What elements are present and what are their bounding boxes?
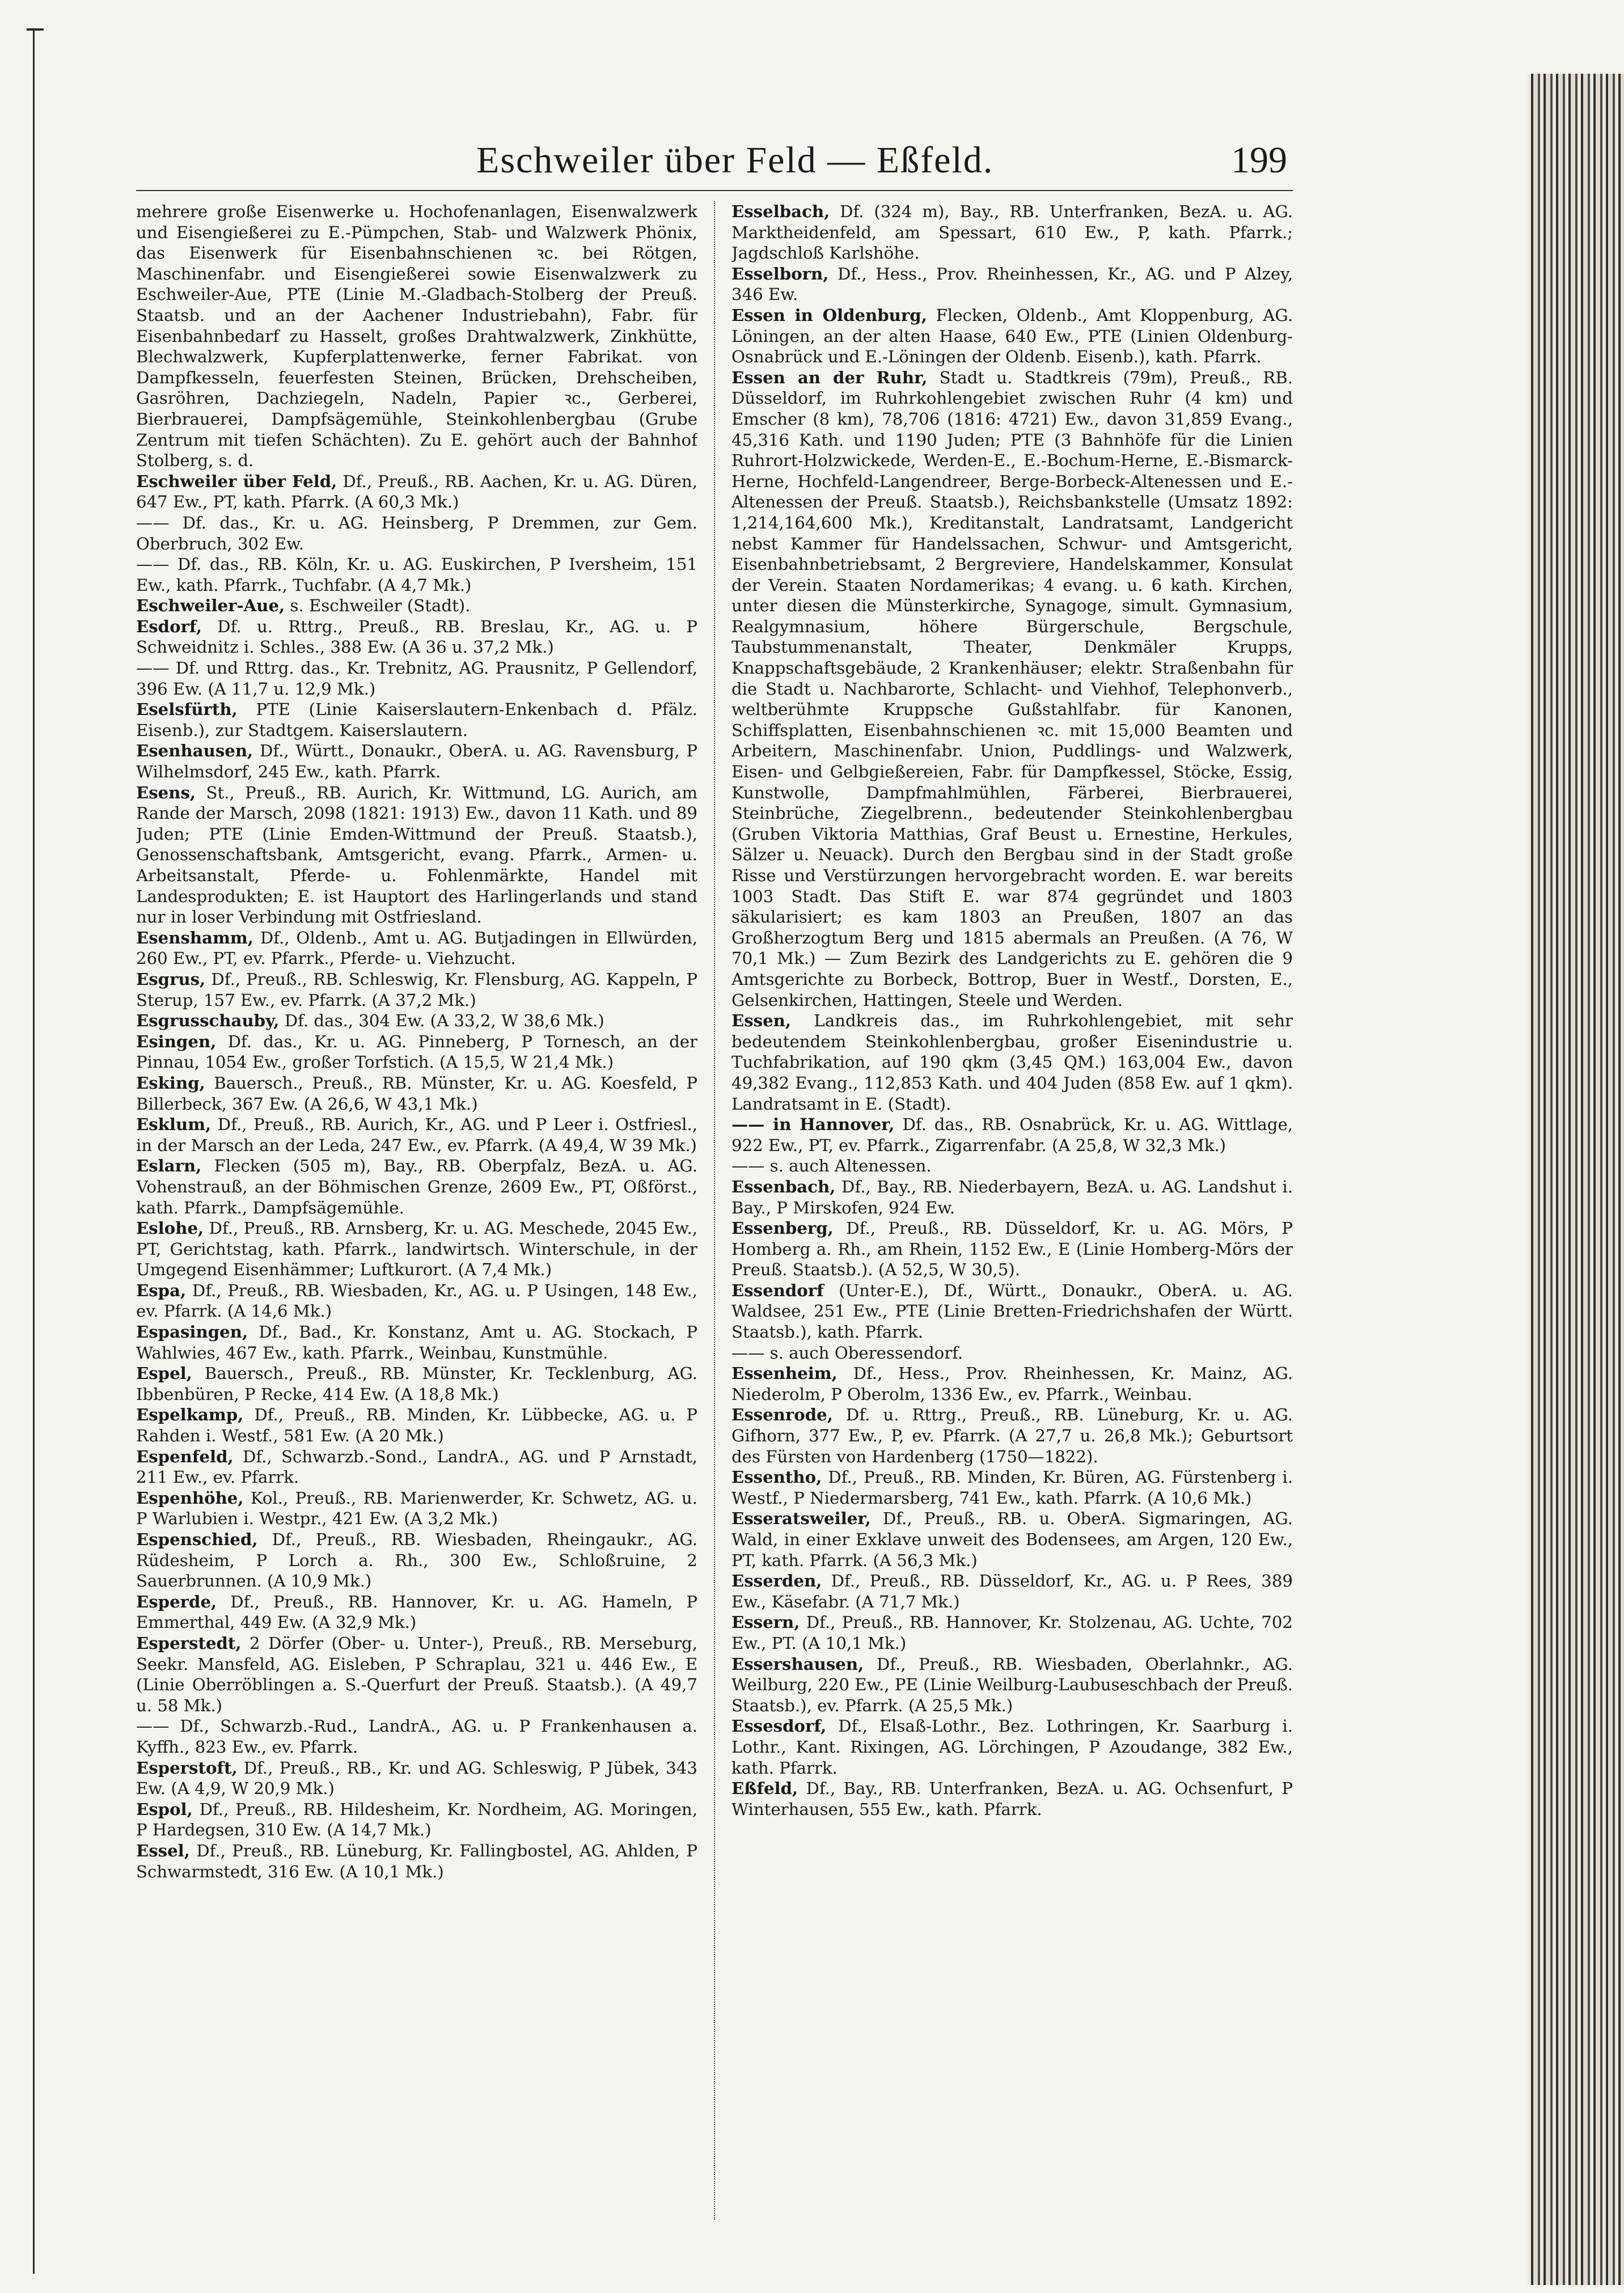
gazetteer-entry — [136, 1488, 697, 1529]
gazetteer-entry — [731, 264, 1293, 305]
entry-text: Df., Schwarzb.-Sond., LandrA., AG. und P Arnstadt, 211 Ew., ev. Pfarrk. — [136, 1446, 697, 1487]
entry-text: —— s. auch Oberessendorf. — [731, 1343, 963, 1363]
entry-text: Df., Preuß., RB. Hannover, Kr. u. AG. Hameln, P Emmerthal, 449 Ew. (A 32,9 Mk.) — [136, 1592, 697, 1632]
entry-headword: Esingen, — [136, 1031, 217, 1051]
entry-headword: Essenberg, — [731, 1219, 834, 1238]
entry-text: Df., Preuß., RB. Arnsberg, Kr. u. AG. Meschede, 2045 Ew., PT, Gerichtstag, kath. Pfarrk., landwirtsch. Winterschule, in der Umgegend Eisenhämmer; Luftkurort. (A 7,4 Mk.) — [136, 1219, 697, 1280]
gazetteer-entry — [136, 1280, 697, 1322]
entry-headword: Esselborn, — [731, 264, 829, 284]
entry-text: Df. das., RB. Osnabrück, Kr. u. AG. Wittlage, 922 Ew., PT, ev. Pfarrk., Zigarrenfabr. (A 25,8, W 32,3 Mk.) — [731, 1115, 1293, 1155]
entry-text: —— Df. das., RB. Köln, Kr. u. AG. Euskirchen, P Iversheim, 151 Ew., kath. Pfarrk., Tuchfabr. (A 4,7 Mk.) — [136, 555, 697, 595]
gazetteer-entry — [136, 471, 697, 513]
entry-headword: Eslarn, — [136, 1156, 202, 1176]
entry-headword: Esgrusschauby, — [136, 1011, 280, 1031]
entry-text: Df., Preuß., RB. u. OberA. Sigmaringen, AG. Wald, in einer Exklave unweit des Bodensees, am Argen, 120 Ew., PT, kath. Pfarrk. (A 56,3 Mk.) — [731, 1509, 1293, 1570]
entry-headword: Essenrode, — [731, 1405, 833, 1425]
entry-text: Df. (324 m), Bay., RB. Unterfranken, BezA. u. AG. Marktheidenfeld, am Spessart, 610 Ew., P, kath. Pfarrk.; Jagdschloß Karlshöhe. — [731, 202, 1293, 263]
entry-text: Stadt u. Stadtkreis (79m), Preuß., RB. Düsseldorf, im Ruhrkohlengebiet zwischen Ruhr (4 km) und Emscher (8 km), 78,706 (1816: 4721) Ew., davon 31,859 Evang., 45,316 Kath. und 1190 Juden; PTE (3 Bahnhöfe für die Linien Ruhrort-Holzwickede, Werden-E., E.-Bochum-Herne, E.-Bismarck-Herne, Hochfeld-Langendreer, Berge-Borbeck-Altenessen und E.-Altenessen der Preuß. Staatsb.), Reichsbankstelle (Umsatz 1892: 1,214,164,600 Mk.), Kreditanstalt, Landratsamt, Landgericht nebst Kammer für Handelssachen, Schwur- und Amtsgericht, Eisenbahnbetriebsamt, 2 Bergreviere, Handelskammer, Konsulat der Verein. Staaten Nordamerikas; 4 evang. u. 6 kath. Kirchen, unter diesen die Münsterkirche, Synagoge, simult. Gymnasium, Realgymnasium, höhere Bürgerschule, Bergschule, Taubstummenanstalt, Theater, Denkmäler Krupps, Knappschaftsgebäude, 2 Krankenhäuser; elektr. Straßenbahn für die Stadt u. Nachbarorte, Schlacht- und Viehhof, Telephonverb., weltberühmte Kruppsche Gußstahlfabr. für Kanonen, Schiffsplatten, Eisenbahnschienen ꝛc. mit 15,000 Beamten und Arbeitern, Maschinenfabr. Union, Puddlings- und Walzwerk, Eisen- und Gelbgießereien, Fabr. für Dampfkessel, Stöcke, Essig, Kunstwolle, Dampfmahlmühlen, Färberei, Bierbrauerei, Steinbrüche, Ziegelbrenn., bedeutender Steinkohlenbergbau (Gruben Viktoria Matthias, Graf Beust u. Ernestine, Herkules, Sälzer u. Neuack). Durch den Bergbau sind in der Stadt große Risse und Verstürzungen hervorgebracht worden. E. war bereits 1003 Stadt. Das Stift E. war 874 gegründet und 1803 säkularisiert; es kam 1803 an Preußen, 1807 an das Großherzogtum Berg und 1815 abermals an Preußen. (A 76, W 70,1 Mk.) — Zum Bezirk des Landgerichts zu E. gehören die 9 Amtsgerichte zu Borbeck, Bottrop, Buer in Westf., Dorsten, E., Gelsenkirchen, Hattingen, Steele und Werden. — [731, 367, 1293, 1010]
entry-headword: Essern, — [731, 1613, 800, 1632]
gazetteer-entry — [731, 1778, 1293, 1820]
entry-text: Df. u. Rttrg., Preuß., RB. Breslau, Kr., AG. u. P Schweidnitz i. Schles., 388 Ew. (A 36 u. 37,2 Mk.) — [136, 616, 697, 657]
gazetteer-entry — [136, 1716, 697, 1757]
running-title: Eschweiler über Feld — Eßfeld. — [476, 139, 994, 181]
entry-headword: Eschweiler-Aue, — [136, 596, 285, 616]
entry-text: mehrere große Eisenwerke u. Hochofenanlagen, Eisenwalzwerk und Eisengießerei zu E.-Pümpchen, Stab- und Walzwerk Phönix, das Eisenwerk für Eisenbahnschienen ꝛc. bei Rötgen, Maschinenfabr. und Eisengießerei sowie Eisenwalzwerk zu Eschweiler-Aue, PTE (Linie M.-Gladbach-Stolberg der Preuß. Staatsb. und an der Aachener Industriebahn), Fabr. für Eisenbahnbedarf zu Hasselt, großes Drahtwalzwerk, Zinkhütte, Blechwalzwerk, Kupferplattenwerke, ferner Fabrikat. von Dampfkesseln, feuerfesten Steinen, Brücken, Drehscheiben, Gasröhren, Dachziegeln, Nadeln, Papier ꝛc., Gerberei, Bierbrauerei, Dampfsägemühle, Steinkohlenbergbau (Grube Zentrum mit tiefen Schächten). Zu E. gehört auch der Bahnhof Stolberg, s. d. — [136, 202, 697, 471]
entry-headword: Esperde, — [136, 1592, 217, 1611]
entry-text: Df., Württ., Donaukr., OberA. u. AG. Ravensburg, P Wilhelmsdorf, 245 Ew., kath. Pfarrk. — [136, 741, 697, 782]
entry-headword: Essershausen, — [731, 1654, 864, 1674]
entry-headword: Espelkamp, — [136, 1405, 244, 1425]
gazetteer-entry — [136, 1010, 697, 1031]
gazetteer-entry — [136, 1322, 697, 1363]
entry-text: Df., Preuß., RB. Aurich, Kr., AG. und P Leer i. Ostfriesl., in der Marsch an der Leda, 247 Ew., ev. Pfarrk. (A 49,4, W 39 Mk.) — [136, 1115, 697, 1155]
entry-text: Kol., Preuß., RB. Marienwerder, Kr. Schwetz, AG. u. P Warlubien i. Westpr., 421 Ew. (A 3,2 Mk.) — [136, 1488, 697, 1529]
gazetteer-entry — [136, 1156, 697, 1218]
entry-text: Df., Preuß., RB. Düsseldorf, Kr., AG. u. P Rees, 389 Ew., Käsefabr. (A 71,7 Mk.) — [731, 1571, 1293, 1611]
gazetteer-entry — [731, 305, 1293, 367]
entry-headword: Esdorf, — [136, 616, 202, 636]
entry-text: Df., Preuß., RB. Wiesbaden, Oberlahnkr., AG. Weilburg, 220 Ew., PE (Linie Weilburg-Laubuseschbach der Preuß. Staatsb.), ev. Pfarrk. (A 25,5 Mk.) — [731, 1654, 1293, 1715]
entry-text: Df., Bad., Kr. Konstanz, Amt u. AG. Stockach, P Wahlwies, 467 Ew., kath. Pfarrk., Weinbau, Kunstmühle. — [136, 1322, 697, 1363]
right-column — [731, 201, 1293, 2231]
gazetteer-entry — [731, 1010, 1293, 1114]
gazetteer-entry — [136, 1529, 697, 1592]
entry-headword: Essenheim, — [731, 1364, 838, 1384]
entry-text: Df., Preuß., RB. Wiesbaden, Kr., AG. u. P Usingen, 148 Ew., ev. Pfarrk. (A 14,6 Mk.) — [136, 1280, 697, 1321]
entry-headword: Essenbach, — [731, 1177, 836, 1196]
entry-headword: Esking, — [136, 1073, 205, 1093]
gazetteer-entry — [136, 699, 697, 741]
gazetteer-entry — [731, 1508, 1293, 1571]
entry-headword: Espol, — [136, 1799, 193, 1819]
entry-text: Df., Preuß., RB. Lüneburg, Kr. Fallingbostel, AG. Ahlden, P Schwarmstedt, 316 Ew. (A 10,1 Mk.) — [136, 1841, 697, 1881]
entry-text: Df., Preuß., RB. Hildesheim, Kr. Nordheim, AG. Moringen, P Hardegsen, 310 Ew. (A 14,7 Mk.) — [136, 1799, 697, 1840]
entry-text: —— Df. das., Kr. u. AG. Heinsberg, P Dremmen, zur Gem. Oberbruch, 302 Ew. — [136, 513, 697, 553]
entry-text: Df., Preuß., RB. Hannover, Kr. Stolzenau, AG. Uchte, 702 Ew., PT. (A 10,1 Mk.) — [731, 1613, 1293, 1653]
entry-headword: Esperstedt, — [136, 1633, 242, 1653]
entry-text: s. Eschweiler (Stadt). — [285, 596, 471, 616]
gazetteer-entry — [731, 1654, 1293, 1716]
entry-headword: Esperstoft, — [136, 1758, 238, 1778]
entry-headword: Essen in Oldenburg, — [731, 305, 927, 325]
running-header — [136, 139, 1293, 191]
entry-text: Df., Preuß., RB. Aachen, Kr. u. AG. Düren, 647 Ew., PT, kath. Pfarrk. (A 60,3 Mk.) — [136, 471, 697, 512]
gazetteer-entry — [136, 1031, 697, 1073]
entry-text: Bauersch., Preuß., RB. Münster, Kr. u. AG. Koesfeld, P Billerbeck, 367 Ew. (A 26,6, W 43,1 Mk.) — [136, 1073, 697, 1114]
gazetteer-entry — [136, 1758, 697, 1799]
entry-text: —— Df. und Rttrg. das., Kr. Trebnitz, AG. Prausnitz, P Gellendorf, 396 Ew. (A 11,7 u. 12,9 Mk.) — [136, 658, 697, 699]
entry-text: Flecken, Oldenb., Amt Kloppenburg, AG. Löningen, an der alten Haase, 640 Ew., PTE (Linien Oldenburg-Osnabrück und E.-Löningen der Oldenb. Eisenb.), kath. Pfarrk. — [731, 305, 1293, 367]
entry-headword: Espa, — [136, 1280, 187, 1300]
entry-headword: Esenhausen, — [136, 741, 253, 761]
entry-text: Df., Preuß., RB. Minden, Kr. Büren, AG. Fürstenberg i. Westf., P Niedermarsberg, 741 Ew., kath. Pfarrk. (A 10,6 Mk.) — [731, 1467, 1293, 1508]
entry-headword: Essen, — [731, 1011, 792, 1031]
entry-headword: Espasingen, — [136, 1322, 248, 1342]
gazetteer-entry — [136, 1363, 697, 1404]
column-divider — [714, 201, 715, 2220]
gazetteer-entry — [136, 969, 697, 1010]
page-edge-stack — [1528, 74, 1624, 2285]
entry-headword: Essesdorf, — [731, 1716, 827, 1736]
gazetteer-entry — [136, 1841, 697, 1882]
gazetteer-entry — [731, 1571, 1293, 1612]
entry-text: Df., Bay., RB. Unterfranken, BezA. u. AG. Ochsenfurt, P Winterhausen, 555 Ew., kath. Pfarrk. — [731, 1779, 1293, 1819]
entry-text: Df., Preuß., RB. Wiesbaden, Rheingaukr., AG. Rüdesheim, P Lorch a. Rh., 300 Ew., Schloßruine, 2 Sauerbrunnen. (A 10,9 Mk.) — [136, 1530, 697, 1591]
entry-headword: Essentho, — [731, 1467, 822, 1487]
gazetteer-entry — [136, 616, 697, 658]
gazetteer-entry — [731, 1177, 1293, 1218]
gazetteer-entry — [136, 1114, 697, 1156]
entry-headword: Espenschied, — [136, 1530, 258, 1549]
gazetteer-entry — [731, 1343, 1293, 1364]
entry-text: PTE (Linie Kaiserslautern-Enkenbach d. Pfälz. Eisenb.), zur Stadtgem. Kaiserslautern. — [136, 700, 697, 740]
gazetteer-entry — [136, 928, 697, 969]
entry-headword: Espenhöhe, — [136, 1488, 244, 1508]
entry-text: Flecken (505 m), Bay., RB. Oberpfalz, BezA. u. AG. Vohenstrauß, an der Böhmischen Grenze, 2609 Ew., PT, Oßförst., kath. Pfarrk., Dampfsägemühle. — [136, 1156, 697, 1217]
entry-headword: Esselbach, — [731, 202, 830, 221]
entry-text: Df., Oldenb., Amt u. AG. Butjadingen in Ellwürden, 260 Ew., PT, ev. Pfarrk., Pferde- u. Viehzucht. — [136, 928, 697, 968]
binding-margin-mark — [33, 28, 39, 2274]
gazetteer-entry — [731, 1716, 1293, 1778]
gazetteer-entry — [731, 367, 1293, 1010]
entry-text: 2 Dörfer (Ober- u. Unter-), Preuß., RB. Merseburg, Seekr. Mansfeld, AG. Eisleben, P Schraplau, 321 u. 446 Ew., E (Linie Oberröblingen a. S.-Querfurt der Preuß. Staatsb.). (A 49,7 u. 58 Mk.) — [136, 1633, 697, 1715]
gazetteer-entry — [731, 1612, 1293, 1653]
left-column — [136, 201, 697, 2231]
gazetteer-entry — [136, 595, 697, 616]
gazetteer-entry — [731, 1467, 1293, 1508]
entry-text: —— Df., Schwarzb.-Rud., LandrA., AG. u. P Frankenhausen a. Kyffh., 823 Ew., ev. Pfarrk. — [136, 1716, 697, 1757]
entry-headword: Esgrus, — [136, 969, 206, 989]
entry-text: Df., Hess., Prov. Rheinhessen, Kr., AG. und P Alzey, 346 Ew. — [731, 264, 1293, 304]
gazetteer-entry — [136, 1592, 697, 1633]
entry-text: Df., Elsaß-Lothr., Bez. Lothringen, Kr. Saarburg i. Lothr., Kant. Rixingen, AG. Lörchingen, P Azoudange, 382 Ew., kath. Pfarrk. — [731, 1716, 1293, 1778]
gazetteer-entry — [136, 1404, 697, 1446]
entry-headword: Eßfeld, — [731, 1779, 798, 1799]
gazetteer-entry — [136, 741, 697, 782]
page-number: 199 — [1231, 139, 1287, 181]
entry-headword: Espenfeld, — [136, 1446, 234, 1466]
gazetteer-entry — [136, 1633, 697, 1716]
entry-text: Df. das., Kr. u. AG. Pinneberg, P Tornesch, an der Pinnau, 1054 Ew., großer Torfstich. (A 15,5, W 21,4 Mk.) — [136, 1031, 697, 1072]
entry-text: Df., Preuß., RB. Minden, Kr. Lübbecke, AG. u. P Rahden i. Westf., 581 Ew. (A 20 Mk.) — [136, 1405, 697, 1446]
entry-text: Landkreis das., im Ruhrkohlengebiet, mit sehr bedeutendem Steinkohlenbergbau, großer Eisenindustrie u. Tuchfabrikation, auf 190 qkm (3,45 QM.) 163,004 Ew., davon 49,382 Evang., 112,853 Kath. und 404 Juden (858 Ew. auf 1 qkm). Landratsamt in E. (Stadt). — [731, 1011, 1293, 1114]
entry-text: Df. u. Rttrg., Preuß., RB. Lüneburg, Kr. u. AG. Gifhorn, 377 Ew., P, ev. Pfarrk. (A 27,7 u. 26,8 Mk.); Geburtsort des Fürsten von Hardenberg (1750—1822). — [731, 1405, 1293, 1466]
gazetteer-entry — [731, 1114, 1293, 1156]
entry-headword: Essendorf — [731, 1280, 824, 1300]
entry-text: Bauersch., Preuß., RB. Münster, Kr. Tecklenburg, AG. Ibbenbüren, P Recke, 414 Ew. (A 18,8 Mk.) — [136, 1364, 697, 1404]
entry-headword: Esseratsweiler, — [731, 1509, 871, 1529]
gazetteer-entry — [731, 1404, 1293, 1467]
entry-headword: Essen an der Ruhr, — [731, 367, 928, 387]
gazetteer-entry — [136, 782, 697, 928]
entry-text: St., Preuß., RB. Aurich, Kr. Wittmund, LG. Aurich, am Rande der Marsch, 2098 (1821: 1913) Ew., davon 11 Kath. und 89 Juden; PTE (Linie Emden-Wittmund der Preuß. Staatsb.), Genossenschaftsbank, Amtsgericht, evang. Pfarrk., Armen- u. Arbeitsanstalt, Pferde- u. Fohlenmärkte, Handel mit Landesprodukten; E. ist Hauptort des Harlingerlands und stand nur in loser Verbindung mit Ostfriesland. — [136, 782, 697, 927]
entry-text: Df., Preuß., RB. Schleswig, Kr. Flensburg, AG. Kappeln, P Sterup, 157 Ew., ev. Pfarrk. (A 37,2 Mk.) — [136, 969, 697, 1010]
gazetteer-entry — [136, 1446, 697, 1488]
entry-text: —— s. auch Altenessen. — [731, 1156, 932, 1176]
gazetteer-entry — [136, 658, 697, 699]
entry-text: Df. das., 304 Ew. (A 33,2, W 38,6 Mk.) — [279, 1011, 604, 1031]
gazetteer-entry — [731, 1280, 1293, 1343]
gazetteer-entry — [136, 1073, 697, 1114]
gazetteer-entry — [731, 1363, 1293, 1404]
entry-headword: —— in Hannover, — [731, 1115, 895, 1135]
gazetteer-entry — [136, 513, 697, 554]
entry-headword: Eselsfürth, — [136, 700, 238, 720]
entry-text: Df., Bay., RB. Niederbayern, BezA. u. AG. Landshut i. Bay., P Mirskofen, 924 Ew. — [731, 1177, 1293, 1217]
gazetteer-entry — [136, 1799, 697, 1841]
entry-headword: Eslohe, — [136, 1219, 204, 1238]
gazetteer-entry — [731, 1218, 1293, 1280]
entry-headword: Esserden, — [731, 1571, 822, 1591]
entry-text: (Unter-E.), Df., Württ., Donaukr., OberA. u. AG. Waldsee, 251 Ew., PTE (Linie Bretten-Friedrichshafen der Württ. Staatsb.), kath. Pfarrk. — [731, 1280, 1293, 1342]
entry-headword: Esens, — [136, 782, 196, 802]
entry-headword: Esenshamm, — [136, 928, 253, 947]
gazetteer-entry — [136, 201, 697, 471]
entry-headword: Essel, — [136, 1841, 190, 1860]
gazetteer-entry — [731, 201, 1293, 264]
gazetteer-entry — [136, 554, 697, 595]
gazetteer-entry — [731, 1156, 1293, 1177]
entry-text: Df., Hess., Prov. Rheinhessen, Kr. Mainz, AG. Niederolm, P Oberolm, 1336 Ew., ev. Pfarrk., Weinbau. — [731, 1364, 1293, 1404]
entry-text: Df., Preuß., RB. Düsseldorf, Kr. u. AG. Mörs, P Homberg a. Rh., am Rhein, 1152 Ew., E (Linie Homberg-Mörs der Preuß. Staatsb.). (A 52,5, W 30,5). — [731, 1219, 1293, 1280]
entry-headword: Espel, — [136, 1364, 192, 1384]
entry-text: Df., Preuß., RB., Kr. und AG. Schleswig, P Jübek, 343 Ew. (A 4,9, W 20,9 Mk.) — [136, 1758, 697, 1799]
entry-headword: Esklum, — [136, 1115, 212, 1135]
gazetteer-entry — [136, 1218, 697, 1280]
entry-headword: Eschweiler über Feld, — [136, 471, 337, 491]
